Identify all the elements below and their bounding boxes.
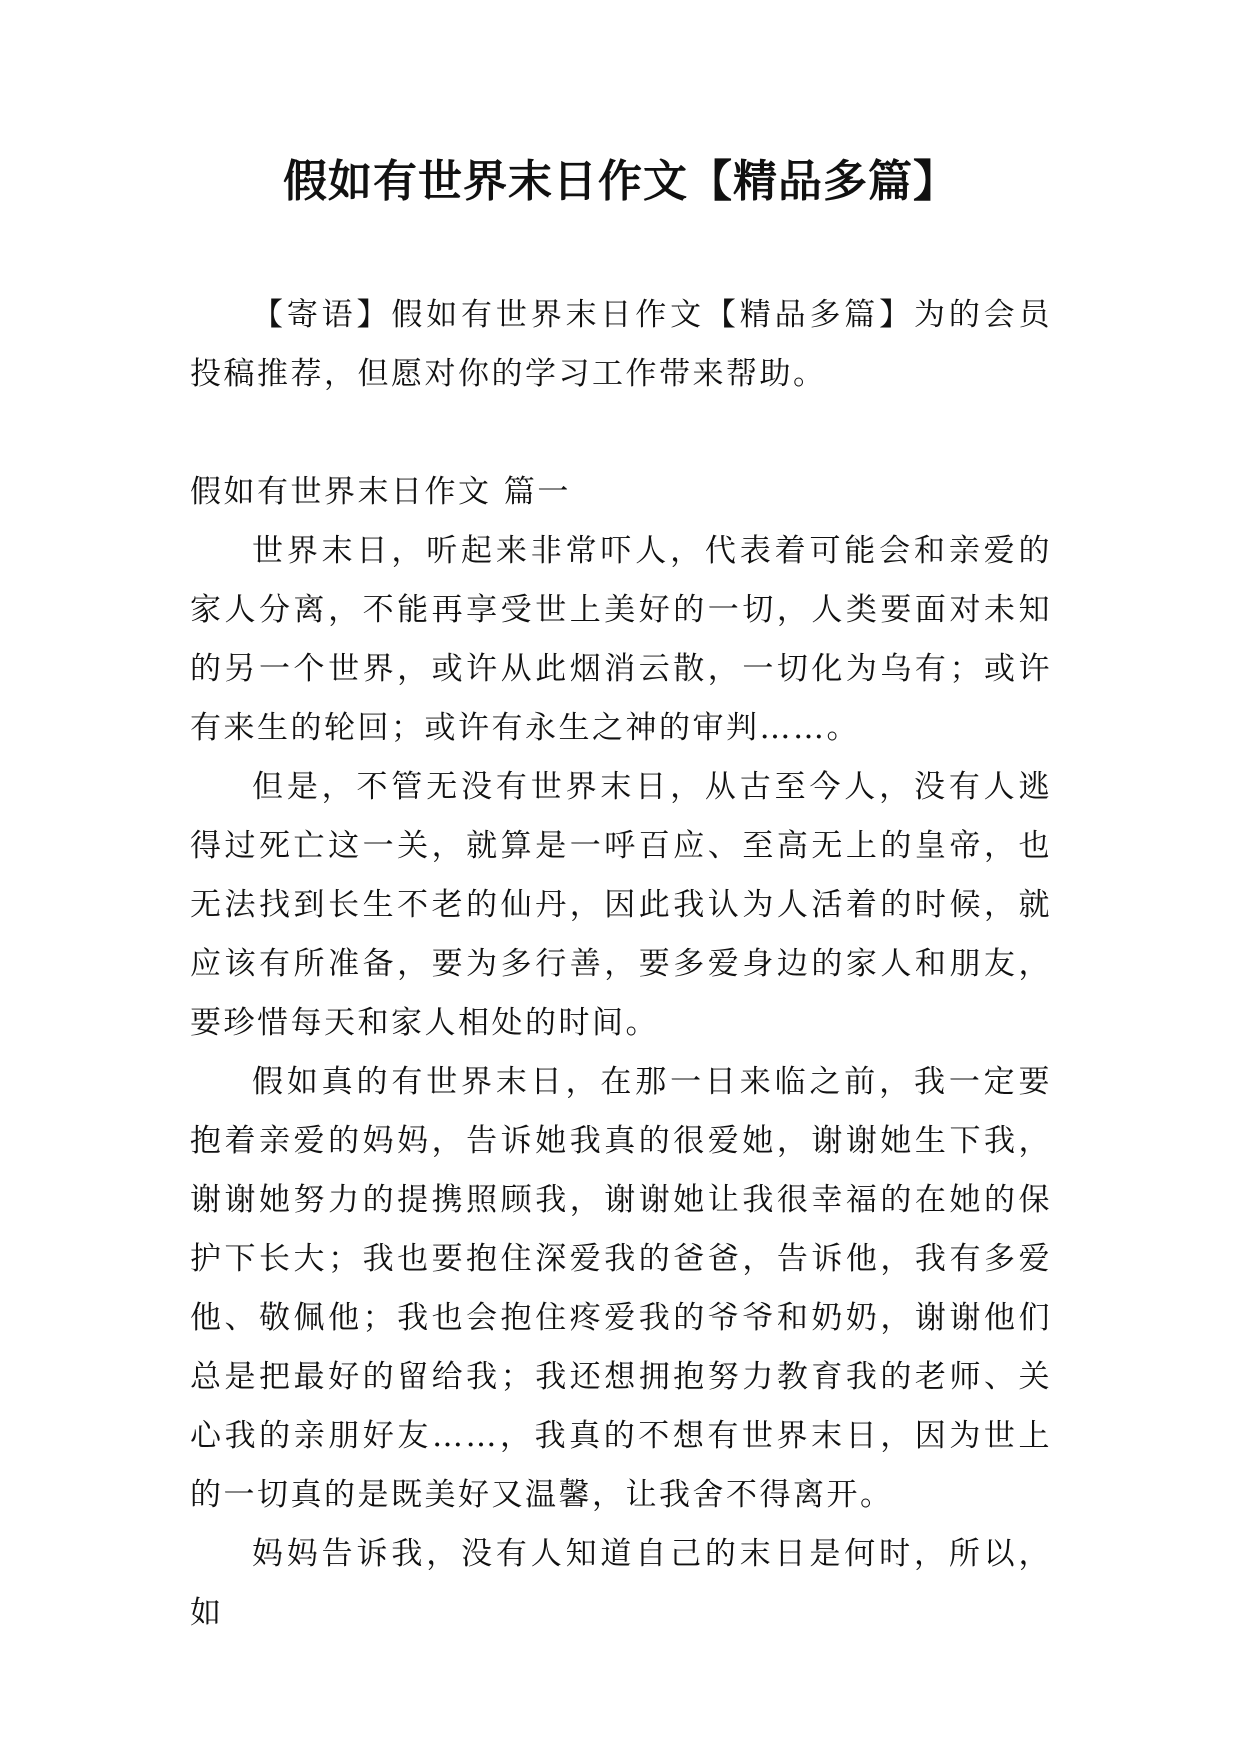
section-heading: 假如有世界末日作文 篇一 xyxy=(190,474,571,510)
body-paragraph-1: 世界末日，听起来非常吓人，代表着可能会和亲爱的家人分离，不能再享受世上美好的一切，人类要面对未知的另一个世界，或许从此烟消云散，一切化为乌有；或许有来生的轮回；或许有永生之神的审判……。 xyxy=(190,533,1052,746)
document-title: 假如有世界末日作文【精品多篇】 xyxy=(283,156,958,207)
document-body xyxy=(190,286,1052,1643)
intro-paragraph: 【寄语】假如有世界末日作文【精品多篇】为的会员投稿推荐，但愿对你的学习工作带来帮助。 xyxy=(190,297,1052,392)
body-paragraph-3: 假如真的有世界末日，在那一日来临之前，我一定要抱着亲爱的妈妈，告诉她我真的很爱她，谢谢她生下我，谢谢她努力的提携照顾我，谢谢她让我很幸福的在她的保护下长大；我也要抱住深爱我的爸爸，告诉他，我有多爱他、敬佩他；我也会抱住疼爱我的爷爷和奶奶，谢谢他们总是把最好的留给我；我还想拥抱努力教育我的老师、关心我的亲朋好友……，我真的不想有世界末日，因为世上的一切真的是既美好又温馨，让我舍不得离开。 xyxy=(190,1064,1052,1513)
body-paragraph-2: 但是，不管无没有世界末日，从古至今人，没有人逃得过死亡这一关，就算是一呼百应、至高无上的皇帝，也无法找到长生不老的仙丹，因此我认为人活着的时候，就应该有所准备，要为多行善，要多爱身边的家人和朋友，要珍惜每天和家人相处的时间。 xyxy=(190,769,1052,1041)
body-paragraph-4: 妈妈告诉我，没有人知道自己的末日是何时，所以，如 xyxy=(190,1536,1052,1631)
